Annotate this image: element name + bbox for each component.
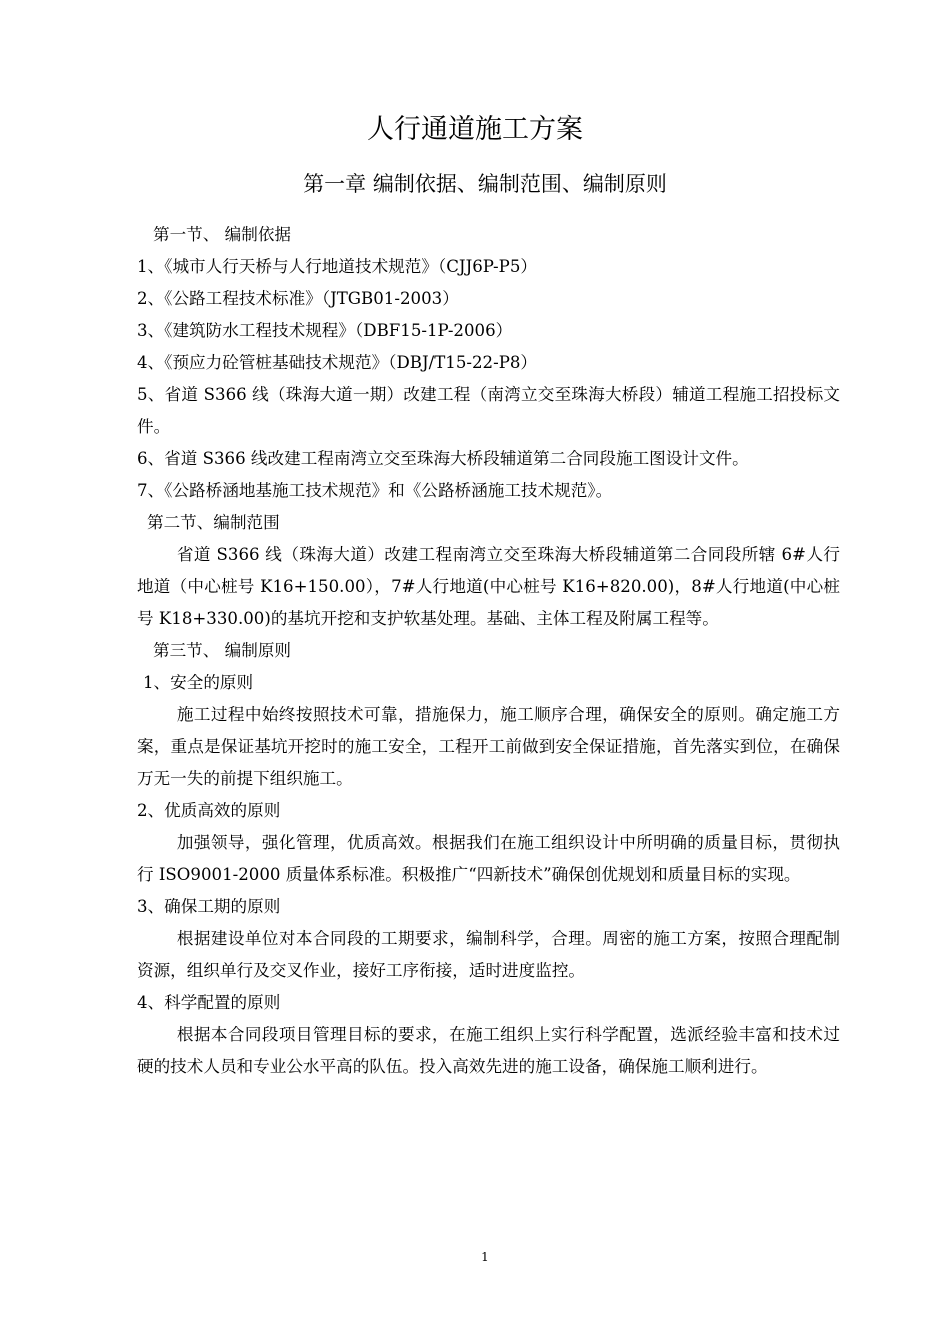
page-number: 1 bbox=[481, 1250, 489, 1264]
basis-item-1: 1、《城市人行天桥与人行地道技术规范》（CJJ6P-P5） bbox=[137, 257, 537, 276]
chapter-heading: 第一章 编制依据、编制范围、编制原则 bbox=[303, 172, 667, 196]
principle-text-safety: 施工过程中始终按照技术可靠，措施保力，施工顺序合理，确保安全的原则。确定施工方案，重点是保证基坑开挖时的施工安全，工程开工前做到安全保证措施，首先落实到位，在确保万无一失的前提下组织施工。 bbox=[137, 705, 840, 788]
principle-heading-quality: 2、优质高效的原则 bbox=[137, 801, 281, 820]
section-heading-basis: 第一节、 编制依据 bbox=[153, 225, 292, 244]
section-heading-principles: 第三节、 编制原则 bbox=[153, 641, 292, 660]
basis-item-4: 4、《预应力砼管桩基础技术规范》（DBJ/T15-22-P8） bbox=[137, 353, 538, 372]
principle-text-schedule: 根据建设单位对本合同段的工期要求，编制科学，合理。周密的施工方案，按照合理配制资源，组织单行及交叉作业，接好工序衔接，适时进度监控。 bbox=[137, 929, 840, 980]
principle-text-allocation: 根据本合同段项目管理目标的要求，在施工组织上实行科学配置，选派经验丰富和技术过硬的技术人员和专业公水平高的队伍。投入高效先进的施工设备，确保施工顺利进行。 bbox=[137, 1025, 840, 1076]
principle-text-quality: 加强领导，强化管理，优质高效。根据我们在施工组织设计中所明确的质量目标，贯彻执行 ISO9001-2000 质量体系标准。积极推广“四新技术”确保创优规划和质量目标的实现。 bbox=[137, 833, 840, 884]
basis-item-2: 2、《公路工程技术标准》（JTGB01-2003） bbox=[137, 289, 459, 308]
principle-heading-schedule: 3、确保工期的原则 bbox=[137, 897, 281, 916]
basis-item-3: 3、《建筑防水工程技术规程》（DBF15-1P-2006） bbox=[137, 321, 513, 340]
section-heading-scope: 第二节、编制范围 bbox=[147, 513, 280, 532]
document-body bbox=[137, 219, 840, 1083]
scope-paragraph: 省道 S366 线（珠海大道）改建工程南湾立交至珠海大桥段辅道第二合同段所辖 6#人行地道（中心桩号 K16+150.00），7#人行地道(中心桩号 K16+820.00)，8#人行地道(中心桩号 K18+330.00)的基坑开挖和支护软基处理。基础、主体工程及附属工程等。 bbox=[137, 545, 840, 628]
document-title: 人行通道施工方案 bbox=[367, 114, 583, 145]
principle-heading-allocation: 4、科学配置的原则 bbox=[137, 993, 281, 1012]
principle-heading-safety: 1、安全的原则 bbox=[143, 673, 254, 692]
basis-item-7: 7、《公路桥涵地基施工技术规范》和《公路桥涵施工技术规范》。 bbox=[137, 481, 613, 500]
basis-item-6: 6、省道 S366 线改建工程南湾立交至珠海大桥段辅道第二合同段施工图设计文件。 bbox=[137, 449, 749, 468]
basis-item-5: 5、省道 S366 线（珠海大道一期）改建工程（南湾立交至珠海大桥段）辅道工程施工招投标文件。 bbox=[137, 385, 840, 436]
